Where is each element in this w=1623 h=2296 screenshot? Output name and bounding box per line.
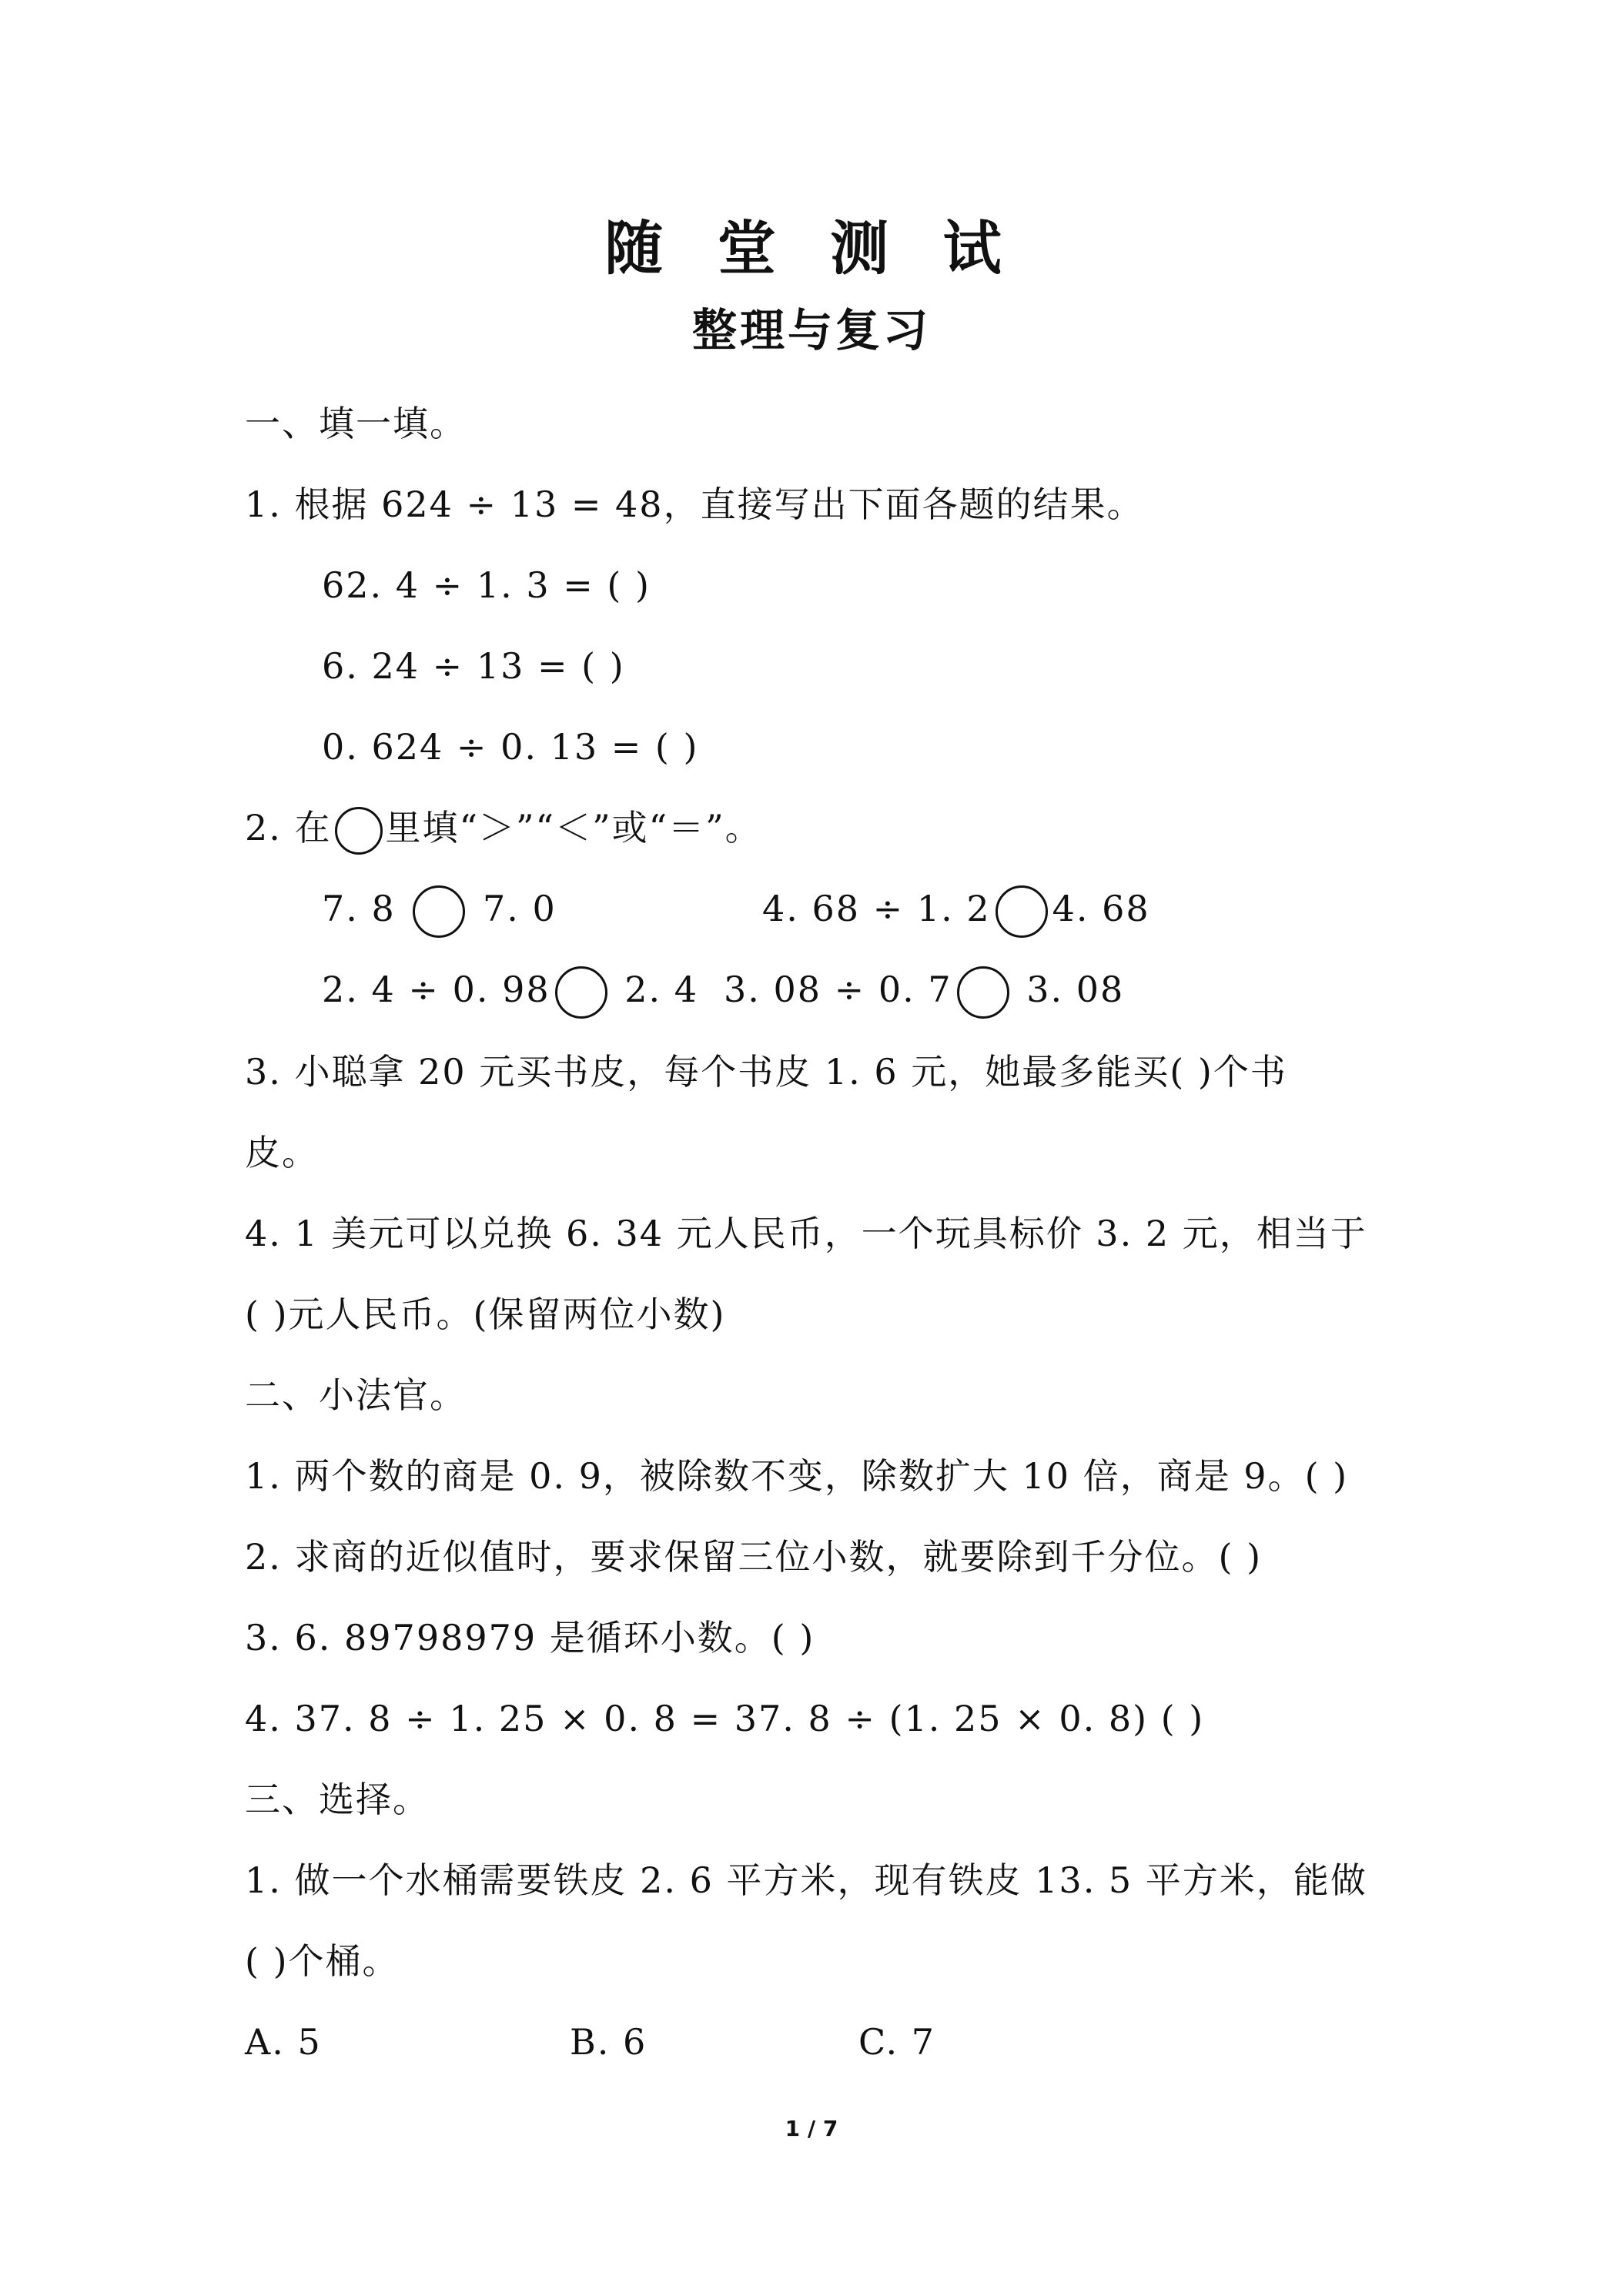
s1-q2-prefix: 2. 在 — [245, 807, 332, 848]
page-number: 1 / 7 — [785, 2116, 838, 2141]
s1-q2-a-right: 7. 0 — [483, 888, 557, 929]
s1-q2-c-left: 2. 4 ÷ 0. 98 — [322, 969, 550, 1010]
s1-q3-line2: 皮。 — [245, 1132, 319, 1173]
page-subtitle: 整理与复习 — [691, 304, 931, 356]
compare-circle-b[interactable] — [996, 885, 1048, 938]
compare-circle-a[interactable] — [413, 885, 465, 938]
s1-q2-instruction — [245, 805, 762, 855]
s1-q2-b-right: 4. 68 — [1052, 888, 1150, 929]
s1-q2-b-left: 4. 68 ÷ 1. 2 — [762, 888, 991, 929]
s1-q1-text: 1. 根据 624 ÷ 13 = 48，直接写出下面各题的结果。 — [245, 484, 1144, 525]
s1-q2-suffix: 里填“＞”“＜”或“＝”。 — [385, 807, 762, 848]
s1-q1-b: 6. 24 ÷ 13 = ( ) — [322, 645, 625, 687]
s1-q4-line1: 4. 1 美元可以兑换 6. 34 元人民币，一个玩具标价 3. 2 元，相当于 — [245, 1213, 1367, 1254]
s3-q1-option-c: C. 7 — [858, 2021, 936, 2063]
s1-q2-d-right: 3. 08 — [1026, 969, 1125, 1010]
s3-q1-option-a: A. 5 — [245, 2021, 322, 2063]
s2-q1: 1. 两个数的商是 0. 9，被除数不变，除数扩大 10 倍，商是 9。( ) — [245, 1455, 1349, 1497]
page-title: 随 堂 测 试 — [604, 214, 1019, 283]
s1-q2-a — [322, 885, 557, 938]
s1-q1-a: 62. 4 ÷ 1. 3 = ( ) — [322, 564, 651, 606]
circle-icon — [335, 807, 383, 855]
s1-q2-b — [762, 885, 1150, 938]
s1-q2-c — [322, 966, 698, 1019]
s1-q2-c-right: 2. 4 — [624, 969, 699, 1010]
compare-circle-c[interactable] — [555, 966, 607, 1019]
s1-q1-c: 0. 624 ÷ 0. 13 = ( ) — [322, 726, 699, 768]
compare-circle-d[interactable] — [957, 966, 1009, 1019]
section2-heading: 二、小法官。 — [245, 1374, 467, 1416]
s3-q1-line2: ( )个桶。 — [245, 1940, 400, 1982]
s2-q4: 4. 37. 8 ÷ 1. 25 × 0. 8 = 37. 8 ÷ (1. 25 × 0. 8) ( ) — [245, 1698, 1205, 1739]
s1-q4-line2: ( )元人民币。(保留两位小数) — [245, 1294, 726, 1335]
s3-q1-line1: 1. 做一个水桶需要铁皮 2. 6 平方米，现有铁皮 13. 5 平方米，能做 — [245, 1859, 1367, 1901]
s2-q2: 2. 求商的近似值时，要求保留三位小数，就要除到千分位。( ) — [245, 1536, 1263, 1578]
s2-q3: 3. 6. 89798979 是循环小数。( ) — [245, 1617, 815, 1658]
s1-q2-d — [724, 966, 1124, 1019]
section1-heading: 一、填一填。 — [245, 403, 467, 444]
s1-q2-a-left: 7. 8 — [322, 888, 396, 929]
s1-q3-line1: 3. 小聪拿 20 元买书皮，每个书皮 1. 6 元，她最多能买( )个书 — [245, 1051, 1287, 1093]
section3-heading: 三、选择。 — [245, 1779, 430, 1820]
s3-q1-option-b: B. 6 — [570, 2021, 648, 2063]
s1-q2-d-left: 3. 08 ÷ 0. 7 — [724, 969, 952, 1010]
